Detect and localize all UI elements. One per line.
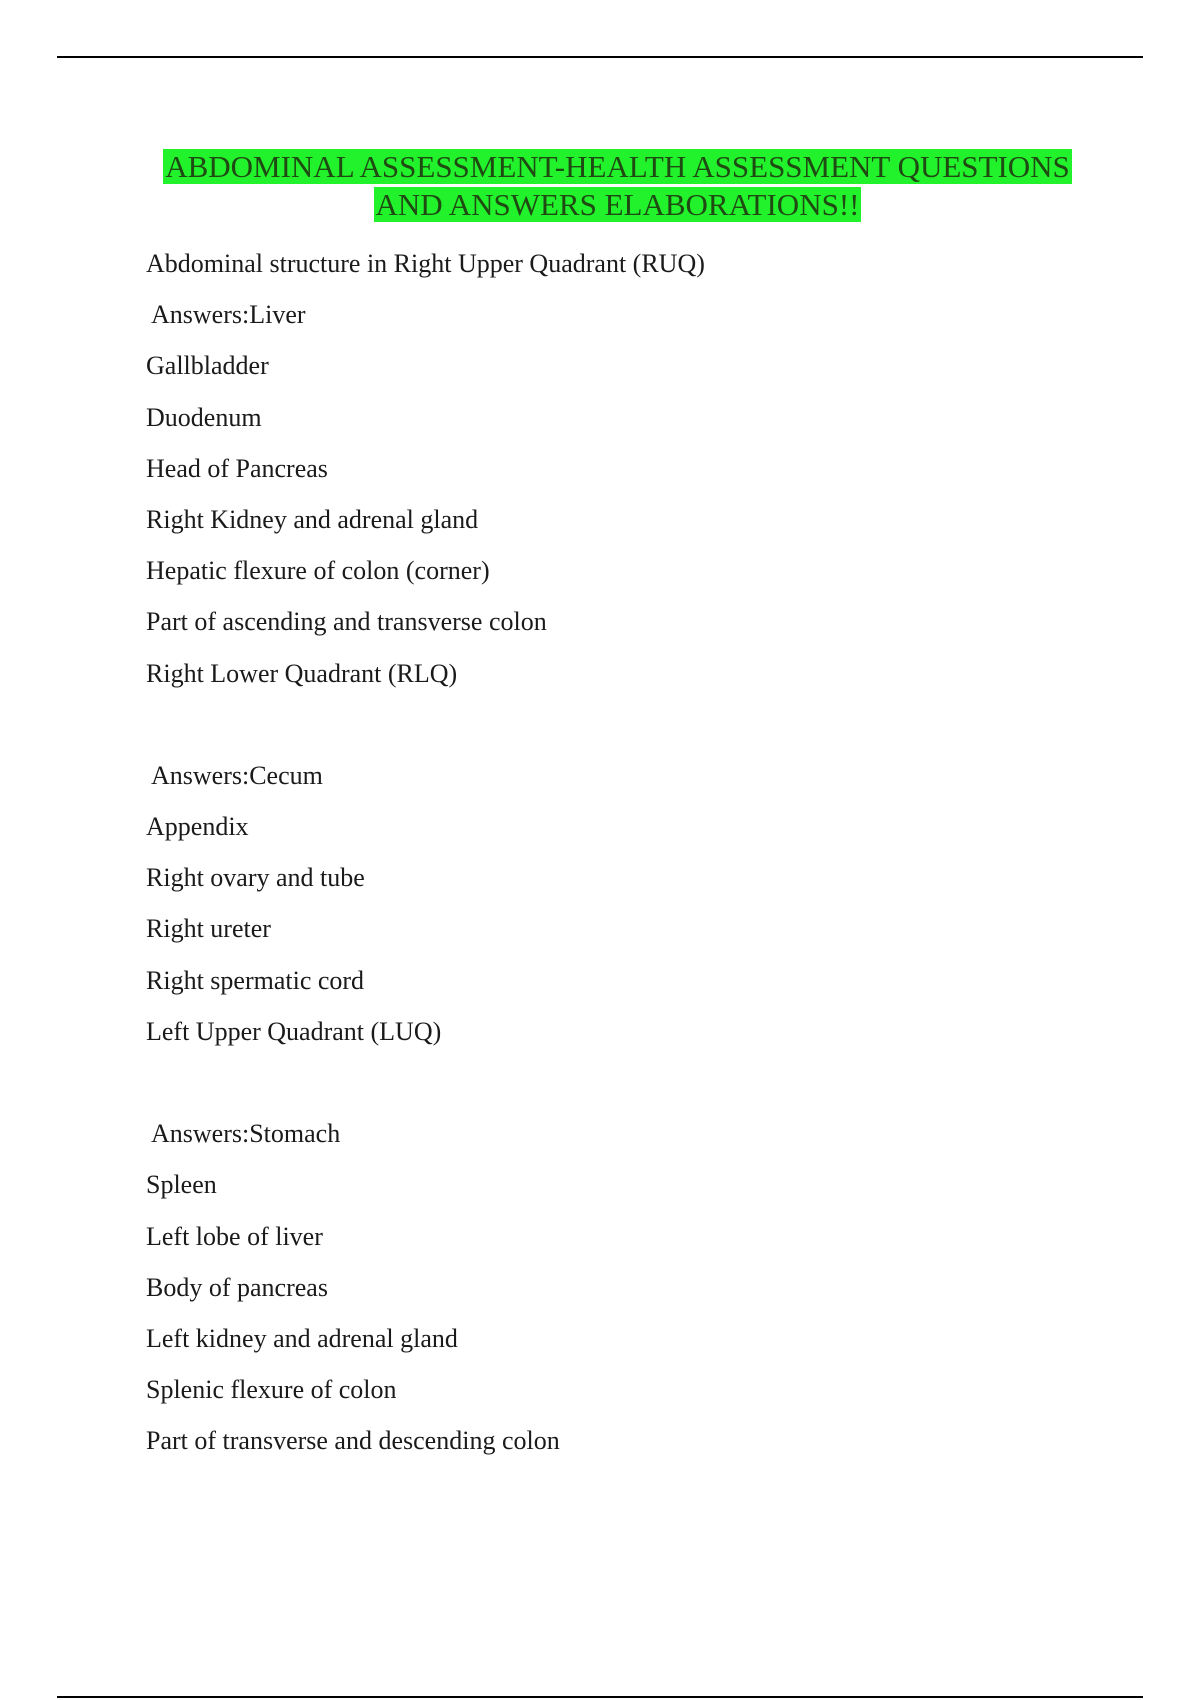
answer-item: Right Kidney and adrenal gland (146, 504, 479, 534)
answer-item: Spleen (146, 1170, 217, 1200)
answer-ruq-first: Answers:Liver (151, 300, 306, 330)
answer-item: Right spermatic cord (146, 965, 365, 995)
answer-item: Left lobe of liver (146, 1221, 323, 1251)
answer-rlq-first: Answers:Cecum (151, 760, 323, 790)
answer-item: Hepatic flexure of colon (corner) (146, 556, 490, 586)
question-luq: Left Upper Quadrant (LUQ) (146, 1016, 442, 1046)
question-rlq: Right Lower Quadrant (RLQ) (146, 658, 458, 688)
top-rule (57, 56, 1143, 58)
answer-item: Part of ascending and transverse colon (146, 607, 547, 637)
bottom-rule (57, 1696, 1143, 1698)
answer-item: Head of Pancreas (146, 453, 328, 483)
answer-item: Left kidney and adrenal gland (146, 1323, 458, 1353)
blank-line (146, 699, 1106, 750)
answer-item: Part of transverse and descending colon (146, 1426, 560, 1456)
answer-item: Duodenum (146, 402, 262, 432)
answer-item: Appendix (146, 812, 249, 842)
answer-item: Right ureter (146, 914, 271, 944)
answer-item: Right ovary and tube (146, 863, 365, 893)
blank-line (146, 1057, 1106, 1108)
document-body (146, 238, 1106, 1467)
title-line-1: ABDOMINAL ASSESSMENT-HEALTH ASSESSMENT QUESTIONS (165, 149, 1070, 184)
document-title (120, 148, 1115, 224)
answer-item: Gallbladder (146, 351, 269, 381)
answer-item: Splenic flexure of colon (146, 1375, 397, 1405)
title-line-2: AND ANSWERS ELABORATIONS!! (375, 187, 860, 222)
answer-item: Body of pancreas (146, 1272, 328, 1302)
question-ruq: Abdominal structure in Right Upper Quadrant (RUQ) (146, 249, 705, 278)
answer-luq-first: Answers:Stomach (151, 1119, 341, 1149)
